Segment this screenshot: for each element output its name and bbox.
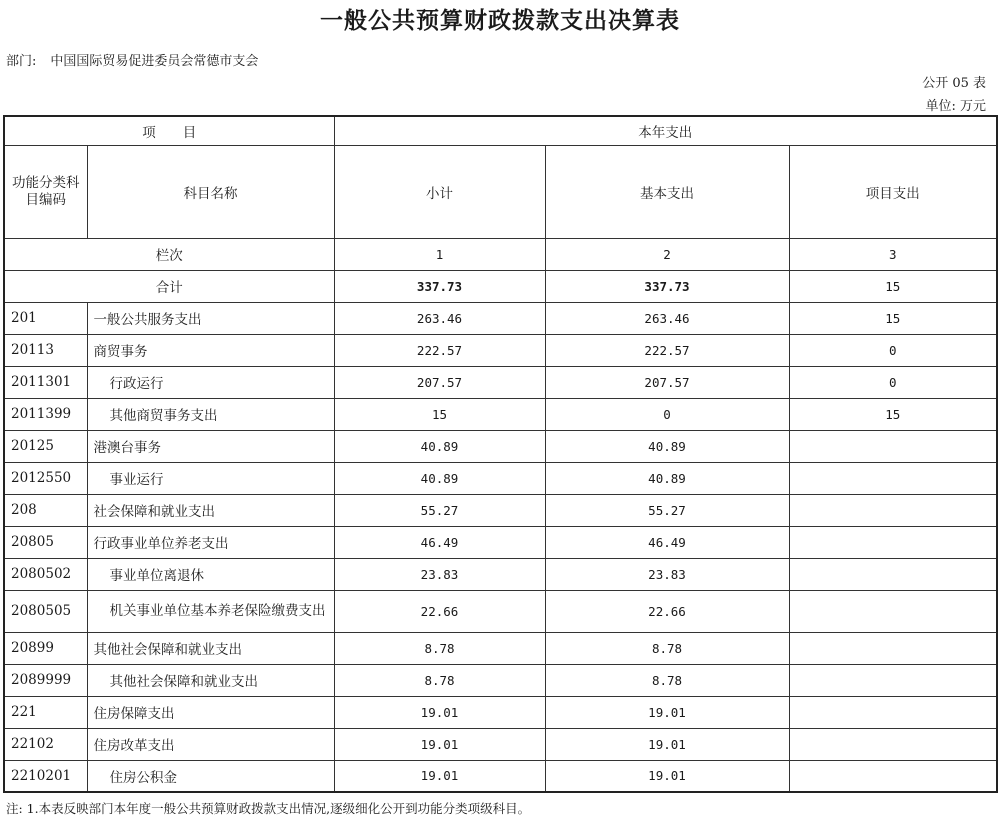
total-basic: 337.73: [545, 270, 789, 302]
row-name: 其他商贸事务支出: [87, 398, 334, 430]
table-row: [4, 302, 997, 334]
row-name: 机关事业单位基本养老保险缴费支出: [87, 590, 334, 632]
row-basic: 40.89: [545, 462, 789, 494]
row-subtotal: 8.78: [334, 664, 545, 696]
row-project: 0: [789, 366, 997, 398]
row-name: 事业运行: [87, 462, 334, 494]
row-basic: 207.57: [545, 366, 789, 398]
row-code: 2080505: [4, 590, 87, 632]
table-row: [4, 696, 997, 728]
row-name: 住房公积金: [87, 760, 334, 792]
row-code: 2080502: [4, 558, 87, 590]
header-name: 科目名称: [87, 145, 334, 238]
header-row-2: [4, 145, 997, 238]
header-row-1: [4, 116, 997, 145]
row-name: 住房保障支出: [87, 696, 334, 728]
row-code: 208: [4, 494, 87, 526]
total-project: 15: [789, 270, 997, 302]
footnote: 注: 1.本表反映部门本年度一般公共预算财政拨款支出情况,逐级细化公开到功能分类项级科目。: [6, 801, 531, 816]
row-project: [789, 590, 997, 632]
column-index-2: 2: [545, 238, 789, 270]
row-name: 住房改革支出: [87, 728, 334, 760]
table-row: [4, 462, 997, 494]
table-row: [4, 760, 997, 792]
row-name: 一般公共服务支出: [87, 302, 334, 334]
row-project: 15: [789, 302, 997, 334]
row-project: [789, 632, 997, 664]
form-number: 公开 05 表: [922, 76, 986, 91]
row-subtotal: 19.01: [334, 760, 545, 792]
row-basic: 263.46: [545, 302, 789, 334]
row-subtotal: 19.01: [334, 728, 545, 760]
row-basic: 8.78: [545, 632, 789, 664]
row-subtotal: 23.83: [334, 558, 545, 590]
row-name: 社会保障和就业支出: [87, 494, 334, 526]
row-basic: 19.01: [545, 760, 789, 792]
row-code: 20113: [4, 334, 87, 366]
table-row: [4, 526, 997, 558]
total-row: [4, 270, 997, 302]
row-subtotal: 207.57: [334, 366, 545, 398]
row-code: 20805: [4, 526, 87, 558]
row-subtotal: 222.57: [334, 334, 545, 366]
column-index-1: 1: [334, 238, 545, 270]
row-code: 20899: [4, 632, 87, 664]
row-basic: 0: [545, 398, 789, 430]
row-name: 港澳台事务: [87, 430, 334, 462]
row-name: 行政运行: [87, 366, 334, 398]
row-code: 201: [4, 302, 87, 334]
total-label: 合计: [4, 270, 334, 302]
row-subtotal: 22.66: [334, 590, 545, 632]
row-basic: 8.78: [545, 664, 789, 696]
header-project: 项目支出: [789, 145, 997, 238]
department-name: 中国国际贸易促进委员会常德市支会: [50, 54, 259, 69]
page-title: 一般公共预算财政拨款支出决算表: [320, 7, 680, 34]
row-project: [789, 558, 997, 590]
table-row: [4, 558, 997, 590]
table-row: [4, 494, 997, 526]
header-basic: 基本支出: [545, 145, 789, 238]
table-row: [4, 334, 997, 366]
table-row: [4, 590, 997, 632]
table-row: [4, 366, 997, 398]
table-row: [4, 632, 997, 664]
row-name: 其他社会保障和就业支出: [87, 632, 334, 664]
row-basic: 46.49: [545, 526, 789, 558]
header-subtotal: 小计: [334, 145, 545, 238]
row-subtotal: 40.89: [334, 430, 545, 462]
row-basic: 19.01: [545, 728, 789, 760]
table-row: [4, 430, 997, 462]
table-row: [4, 728, 997, 760]
row-project: [789, 664, 997, 696]
row-code: 22102: [4, 728, 87, 760]
row-project: 15: [789, 398, 997, 430]
table-row: [4, 398, 997, 430]
row-code: 2089999: [4, 664, 87, 696]
row-code: 20125: [4, 430, 87, 462]
row-basic: 23.83: [545, 558, 789, 590]
row-basic: 222.57: [545, 334, 789, 366]
header-code: 功能分类科目编码: [4, 145, 87, 238]
row-name: 行政事业单位养老支出: [87, 526, 334, 558]
row-basic: 22.66: [545, 590, 789, 632]
row-name: 其他社会保障和就业支出: [87, 664, 334, 696]
row-project: [789, 728, 997, 760]
row-project: [789, 526, 997, 558]
row-name: 事业单位离退休: [87, 558, 334, 590]
row-project: 0: [789, 334, 997, 366]
row-basic: 55.27: [545, 494, 789, 526]
unit-label: 单位: 万元: [925, 99, 986, 114]
table-row: [4, 664, 997, 696]
row-project: [789, 494, 997, 526]
header-current-year-expenditure: 本年支出: [334, 116, 997, 145]
row-code: 2011399: [4, 398, 87, 430]
row-code: 221: [4, 696, 87, 728]
row-code: 2011301: [4, 366, 87, 398]
row-code: 2210201: [4, 760, 87, 792]
row-subtotal: 8.78: [334, 632, 545, 664]
row-subtotal: 40.89: [334, 462, 545, 494]
row-code: 2012550: [4, 462, 87, 494]
header-item: 项 目: [4, 116, 334, 145]
column-index-row: [4, 238, 997, 270]
department-label: 部门:: [6, 54, 37, 69]
row-project: [789, 430, 997, 462]
row-subtotal: 263.46: [334, 302, 545, 334]
row-subtotal: 55.27: [334, 494, 545, 526]
row-name: 商贸事务: [87, 334, 334, 366]
expenditure-table: [3, 115, 998, 793]
total-subtotal: 337.73: [334, 270, 545, 302]
row-project: [789, 760, 997, 792]
row-basic: 40.89: [545, 430, 789, 462]
row-subtotal: 46.49: [334, 526, 545, 558]
row-basic: 19.01: [545, 696, 789, 728]
row-subtotal: 19.01: [334, 696, 545, 728]
row-project: [789, 696, 997, 728]
column-index-3: 3: [789, 238, 997, 270]
row-subtotal: 15: [334, 398, 545, 430]
department-line: [6, 50, 258, 69]
column-index-label: 栏次: [4, 238, 334, 270]
row-project: [789, 462, 997, 494]
